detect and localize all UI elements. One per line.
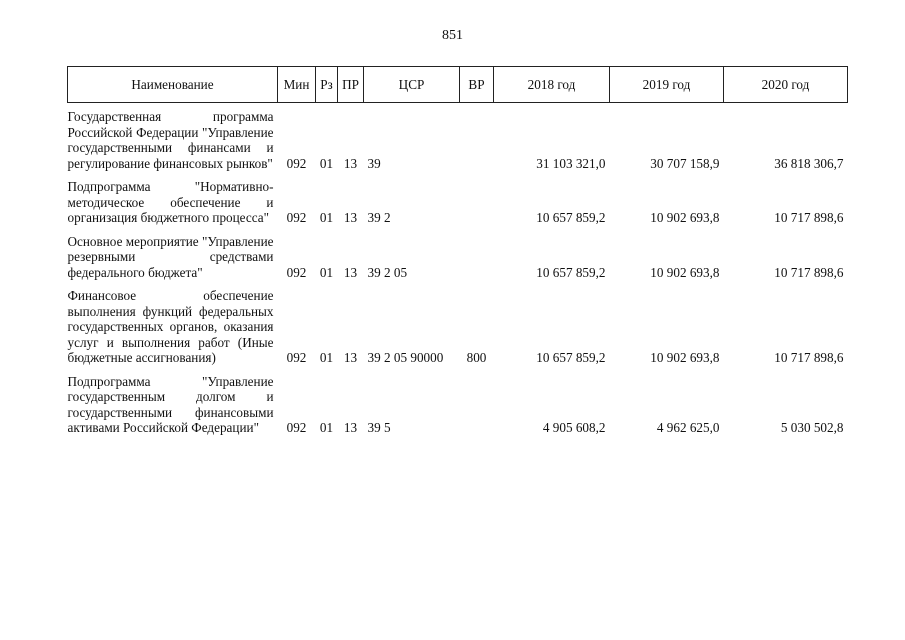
row-2020: 10 717 898,6: [774, 264, 844, 280]
row-2019: 10 902 693,8: [650, 264, 720, 280]
row-2020: 10 717 898,6: [774, 350, 844, 365]
row-vr: 800: [466, 350, 487, 365]
row-2020: 36 818 306,7: [774, 155, 844, 171]
row-vr: [460, 109, 494, 171]
row-2019: 10 902 693,8: [650, 350, 720, 365]
row-2018: 31 103 321,0: [536, 155, 606, 171]
row-name: Основное мероприятие "Управление резервными средствами федерального бюджета": [67, 233, 274, 280]
header-2020: 2020 год: [724, 67, 848, 103]
row-name: Финансовое обеспечение выполнения функций федеральных государственных органов, оказания услуг и выполнения работ (Иные бюджетные ассигнования): [67, 288, 274, 365]
header-csr: ЦСР: [364, 67, 460, 103]
table-row: [68, 234, 848, 281]
row-csr: 39 2 05: [367, 264, 408, 280]
row-2019: 30 707 158,9: [650, 155, 720, 171]
row-csr: 39 5: [367, 420, 391, 435]
table-row: [68, 288, 848, 366]
table-row: [68, 179, 848, 226]
header-2018: 2018 год: [494, 67, 610, 103]
row-min: 092: [286, 210, 307, 225]
row-pr: 13: [343, 420, 358, 435]
row-rz: 01: [319, 155, 334, 171]
row-min: 092: [286, 420, 307, 435]
row-name: Подпрограмма "Нормативно-методическое обеспечение и организация бюджетного процесса": [67, 179, 274, 225]
header-min: Мин: [278, 67, 316, 103]
row-min: 092: [286, 155, 307, 171]
header-vr: ВР: [460, 67, 494, 103]
row-rz: 01: [319, 264, 334, 280]
row-pr: 13: [343, 350, 358, 365]
header-name: Наименование: [68, 67, 278, 103]
row-rz: 01: [319, 420, 334, 435]
row-2018: 4 905 608,2: [542, 420, 606, 435]
row-csr: 39 2 05 90000: [367, 350, 444, 365]
row-vr: [460, 179, 494, 226]
row-pr: 13: [343, 155, 358, 171]
row-rz: 01: [319, 350, 334, 365]
row-2018: 10 657 859,2: [536, 350, 606, 365]
row-pr: 13: [343, 210, 358, 225]
row-name: Подпрограмма "Управление государственным долгом и государственными финансовыми активами Российской Федерации": [67, 373, 274, 435]
row-2020: 10 717 898,6: [774, 210, 844, 225]
row-2019: 4 962 625,0: [656, 420, 720, 435]
row-pr: 13: [343, 264, 358, 280]
budget-table: [67, 66, 848, 436]
row-2019: 10 902 693,8: [650, 210, 720, 225]
table-row: [68, 374, 848, 436]
table-row: [68, 109, 848, 171]
table-header-row: [68, 67, 848, 103]
header-2019: 2019 год: [610, 67, 724, 103]
header-pr: ПР: [338, 67, 364, 103]
row-name: Государственная программа Российской Федерации "Управление государственными финансами и регулирование финансовых рынков": [67, 109, 274, 171]
header-rz: Рз: [316, 67, 338, 103]
row-2020: 5 030 502,8: [780, 420, 844, 435]
row-min: 092: [286, 350, 307, 365]
row-vr: [460, 374, 494, 436]
page-number: 851: [442, 28, 463, 43]
row-rz: 01: [319, 210, 334, 225]
row-csr: 39: [367, 155, 381, 171]
row-2018: 10 657 859,2: [536, 264, 606, 280]
row-2018: 10 657 859,2: [536, 210, 606, 225]
row-csr: 39 2: [367, 210, 391, 225]
row-min: 092: [286, 264, 307, 280]
row-vr: [460, 234, 494, 281]
